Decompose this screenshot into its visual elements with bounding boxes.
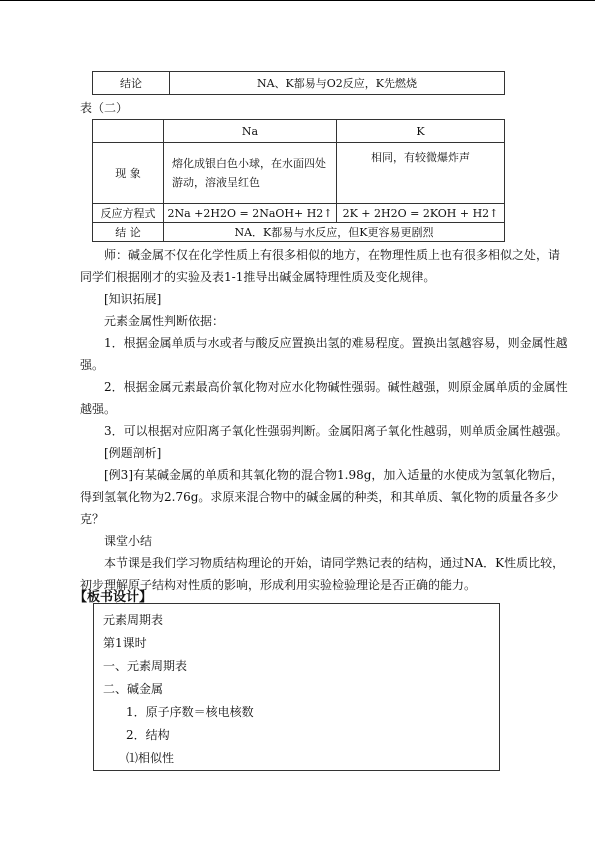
board-line: 2．结构 (126, 728, 170, 742)
equation-k: 2K + 2H2O = 2KOH + H2↑ (337, 204, 505, 223)
comparison-table (92, 119, 505, 242)
paragraph: 师：碱金属不仅在化学性质上有很多相似的地方，在物理性质上也有很多相似之处，请 (104, 248, 561, 262)
section-label: 课堂小结 (104, 534, 153, 548)
board-line: 元素周期表 (103, 613, 164, 627)
board-line: 二、碱金属 (103, 682, 164, 696)
list-item: 3．可以根据对应阳离子氧化性强弱判断。金属阳离子氧化性越弱，则单质金属性越强。 (104, 424, 568, 438)
table-caption: 表（二） (80, 101, 129, 115)
example-problem: [例3]有某碱金属的单质和其氧化物的混合物1.98g，加入适量的水使成为氢氧化物后， (104, 468, 564, 482)
board-heading: 【板书设计】 (74, 590, 153, 605)
paragraph: 初步理解原子结构对性质的影响，形成利用实验检验理论是否正确的能力。 (80, 578, 477, 592)
row-label-phenomenon: 现 象 (93, 143, 164, 204)
example-problem-continued: 得到氢氧化物为2.76g。求原来混合物中的碱金属的种类，和其单质、氧化物的质量各多少 (80, 490, 559, 504)
conclusion-table (92, 71, 505, 95)
conclusion-water: NA．K都易与水反应，但K更容易更剧烈 (164, 223, 505, 242)
section-label: [知识拓展] (104, 292, 162, 306)
list-item: 1．根据金属单质与水或者与酸反应置换出氢的难易程度。置换出氢越容易，则金属性越 (104, 336, 568, 350)
section-label: [例题剖析] (104, 446, 162, 460)
conclusion-value: NA、K都易与O2反应，K先燃烧 (170, 72, 505, 95)
header-k: K (337, 120, 505, 143)
board-line: 第1课时 (103, 636, 147, 650)
board-line: 1．原子序数＝核电核数 (126, 705, 254, 719)
row-label-equation: 反应方程式 (93, 204, 164, 223)
list-item-continued: 强。 (80, 358, 105, 372)
board-line: 一、元素周期表 (103, 659, 188, 673)
paragraph: 元素金属性判断依据： (104, 314, 225, 328)
list-item: 2．根据金属元素最高价氧化物对应水化物碱性强弱。碱性越强，则原金属单质的金属性 (104, 380, 568, 394)
paragraph: 本节课是我们学习物质结构理论的开始，请同学熟记表的结构，通过NA．K性质比较， (104, 556, 565, 570)
row-label-conclusion: 结 论 (93, 223, 164, 242)
example-problem-continued: 克？ (80, 512, 105, 526)
paragraph: 同学们根据刚才的实验及表1-1推导出碱金属特理性质及变化规律。 (80, 270, 436, 284)
phenomenon-k: 相同，有较微爆炸声 (337, 143, 505, 204)
list-item-continued: 越强。 (80, 402, 117, 416)
equation-na: 2Na +2H2O = 2NaOH+ H2↑ (164, 204, 337, 223)
board-line: ⑴相似性 (126, 751, 175, 765)
header-na: Na (164, 120, 337, 143)
phenomenon-na: 熔化成银白色小球，在水面四处游动，溶液呈红色 (164, 143, 337, 204)
top-rule (0, 0, 595, 1)
board-design-box (93, 603, 500, 771)
conclusion-label: 结论 (93, 72, 170, 95)
